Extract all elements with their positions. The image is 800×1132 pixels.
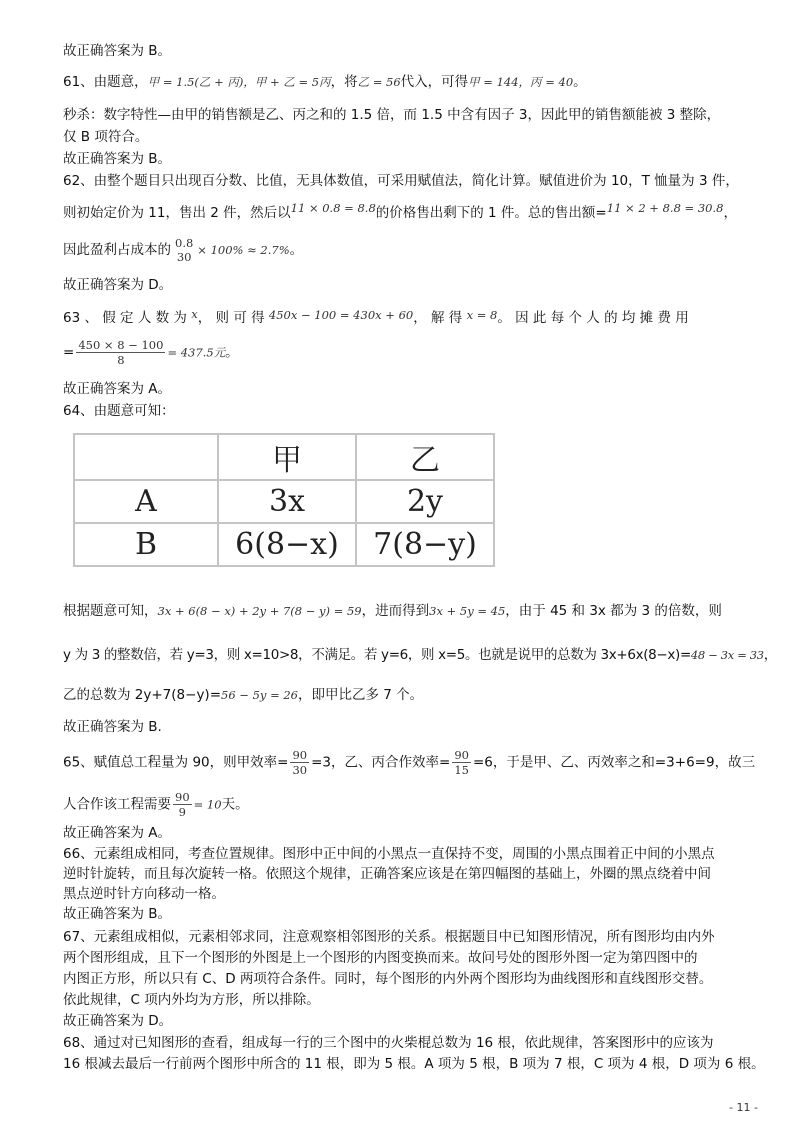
- answer-line-67: 故正确答案为 D。: [63, 1013, 173, 1029]
- table-cell: 7(8−y): [356, 523, 494, 566]
- q67-line-1: 67、元素组成相似，元素相邻求同，注意观察相邻图形的关系。根据题目中已知图形情况，所有图形均由内外: [63, 929, 715, 945]
- q68-line-2: 16 根减去最后一行前两个图形中所含的 11 根，即为 5 根。A 项为 5 根，B 项为 7 根，C 项为 4 根，D 项为 6 根。: [63, 1056, 765, 1072]
- table-cell: A: [74, 480, 218, 523]
- answer-line-61: 故正确答案为 B。: [63, 151, 172, 167]
- fraction-90-over-30: $\frac{90}{30}$: [292, 748, 308, 777]
- answer-line-62: 故正确答案为 D。: [63, 277, 173, 293]
- q62-line-3: 因此盈利占成本的 0.8 30 × 100% ≈ 2.7%。: [63, 236, 304, 264]
- answer-line-64: 故正确答案为 B.: [63, 719, 162, 735]
- q63-line-2: = $\frac{450 \times 8 - 100}{8}$ = 437.5元。: [63, 338, 239, 367]
- table-row: [74, 523, 494, 566]
- q64-line-3: 乙的总数为 2y+7(8−y)=56 − 5y = 26，即甲比乙多 7 个。: [63, 687, 424, 703]
- table-row: [74, 480, 494, 523]
- q67-line-3: 内图正方形，所以只有 C、D 两项符合条件。同时，每个图形的内外两个图形均为曲线图形和直线图形交替。: [63, 971, 713, 987]
- fraction-cost-per-person: $\frac{450 \times 8 - 100}{8}$: [78, 338, 164, 367]
- fraction-90-over-9: $\frac{90}{9}$: [175, 790, 190, 819]
- q62-line-2: 则初始定价为 11，售出 2 件，然后以11 × 0.8 = 8.8的价格售出剩下的 1 件。总的售出额=11 × 2 + 8.8 = 30.8，: [63, 201, 737, 221]
- q68-line-1: 68、通过对已知图形的查看，组成每一行的三个图中的火柴棍总数为 16 根，依此规律，答案图形中的应该为: [63, 1035, 714, 1051]
- q61-trick-line-2: 仅 B 项符合。: [63, 129, 149, 145]
- table-cell: 6(8−x): [218, 523, 356, 566]
- answer-line-60: 故正确答案为 B。: [63, 43, 172, 59]
- answer-line-65: 故正确答案为 A。: [63, 825, 172, 841]
- q64-line-2: y 为 3 的整数倍，若 y=3，则 x=10>8，不满足。若 y=6，则 x=5。也就是说甲的总数为 3x+6x(8−x)=48 − 3x = 33，: [63, 647, 777, 663]
- q64-line-1: 根据题意可知，3x + 6(8 − x) + 2y + 7(8 − y) = 59，进而得到3x + 5y = 45，由于 45 和 3x 都为 3 的倍数，则: [63, 603, 722, 619]
- fraction-0.8-over-30: 0.8 30: [175, 236, 194, 264]
- q65-line-1: 65、赋值总工程量为 90，则甲效率= $\frac{90}{30}$ =3，乙、丙合作效率= $\frac{90}{15}$ =6，于是甲、乙、丙效率之和=3+6=9，故三: [63, 748, 756, 777]
- table-cell: 3x: [218, 480, 356, 523]
- q66-line-1: 66、元素组成相同，考查位置规律。图形中正中间的小黑点一直保持不变，周围的小黑点围着正中间的小黑点: [63, 846, 715, 862]
- q67-line-4: 依此规律，C 项内外均为方形，所以排除。: [63, 992, 320, 1008]
- q66-line-3: 黑点逆时针方向移动一格。: [63, 886, 225, 902]
- q64-table: [73, 433, 495, 567]
- page-number: - 11 -: [729, 1101, 758, 1114]
- table-header-cell: [74, 434, 218, 480]
- table-header-cell: 甲: [218, 434, 356, 480]
- q66-line-2: 逆时针旋转，而且每次旋转一格。依照这个规律，正确答案应该是在第四幅图的基础上，外圈的黑点绕着中间: [63, 866, 711, 882]
- fraction-90-over-15: $\frac{90}{15}$: [454, 748, 469, 777]
- table-cell: B: [74, 523, 218, 566]
- q61-line: 61、由题意，甲 = 1.5(乙 + 丙)，甲 + 乙 = 5丙，将乙 = 56代入，可得甲 = 144，丙 = 40。: [63, 74, 587, 90]
- table-cell: 2y: [356, 480, 494, 523]
- q64-intro: 64、由题意可知：: [63, 403, 175, 419]
- answer-line-63: 故正确答案为 A。: [63, 381, 172, 397]
- table-header-row: [74, 434, 494, 480]
- q65-line-2: 人合作该工程需要 $\frac{90}{9}$ = 10天。: [63, 790, 249, 819]
- q63-line-1: 63 、 假 定 人 数 为 x， 则 可 得 450x − 100 = 430x + 60， 解 得 x = 8。 因 此 每 个 人 的 均 摊 费 用: [63, 307, 689, 326]
- q62-line-1: 62、由整个题目只出现百分数、比值，无具体数值，可采用赋值法，简化计算。赋值进价为 10，T 恤量为 3 件，: [63, 173, 739, 189]
- table-header-cell: 乙: [356, 434, 494, 480]
- q61-trick-line-1: 秒杀：数字特性—由甲的销售额是乙、丙之和的 1.5 倍，而 1.5 中含有因子 3，因此甲的销售额能被 3 整除，: [63, 107, 721, 123]
- q67-line-2: 两个图形组成，且下一个图形的外图是上一个图形的内图变换而来。故问号处的图形外图一定为第四图中的: [63, 950, 698, 966]
- answer-line-66: 故正确答案为 B。: [63, 906, 172, 922]
